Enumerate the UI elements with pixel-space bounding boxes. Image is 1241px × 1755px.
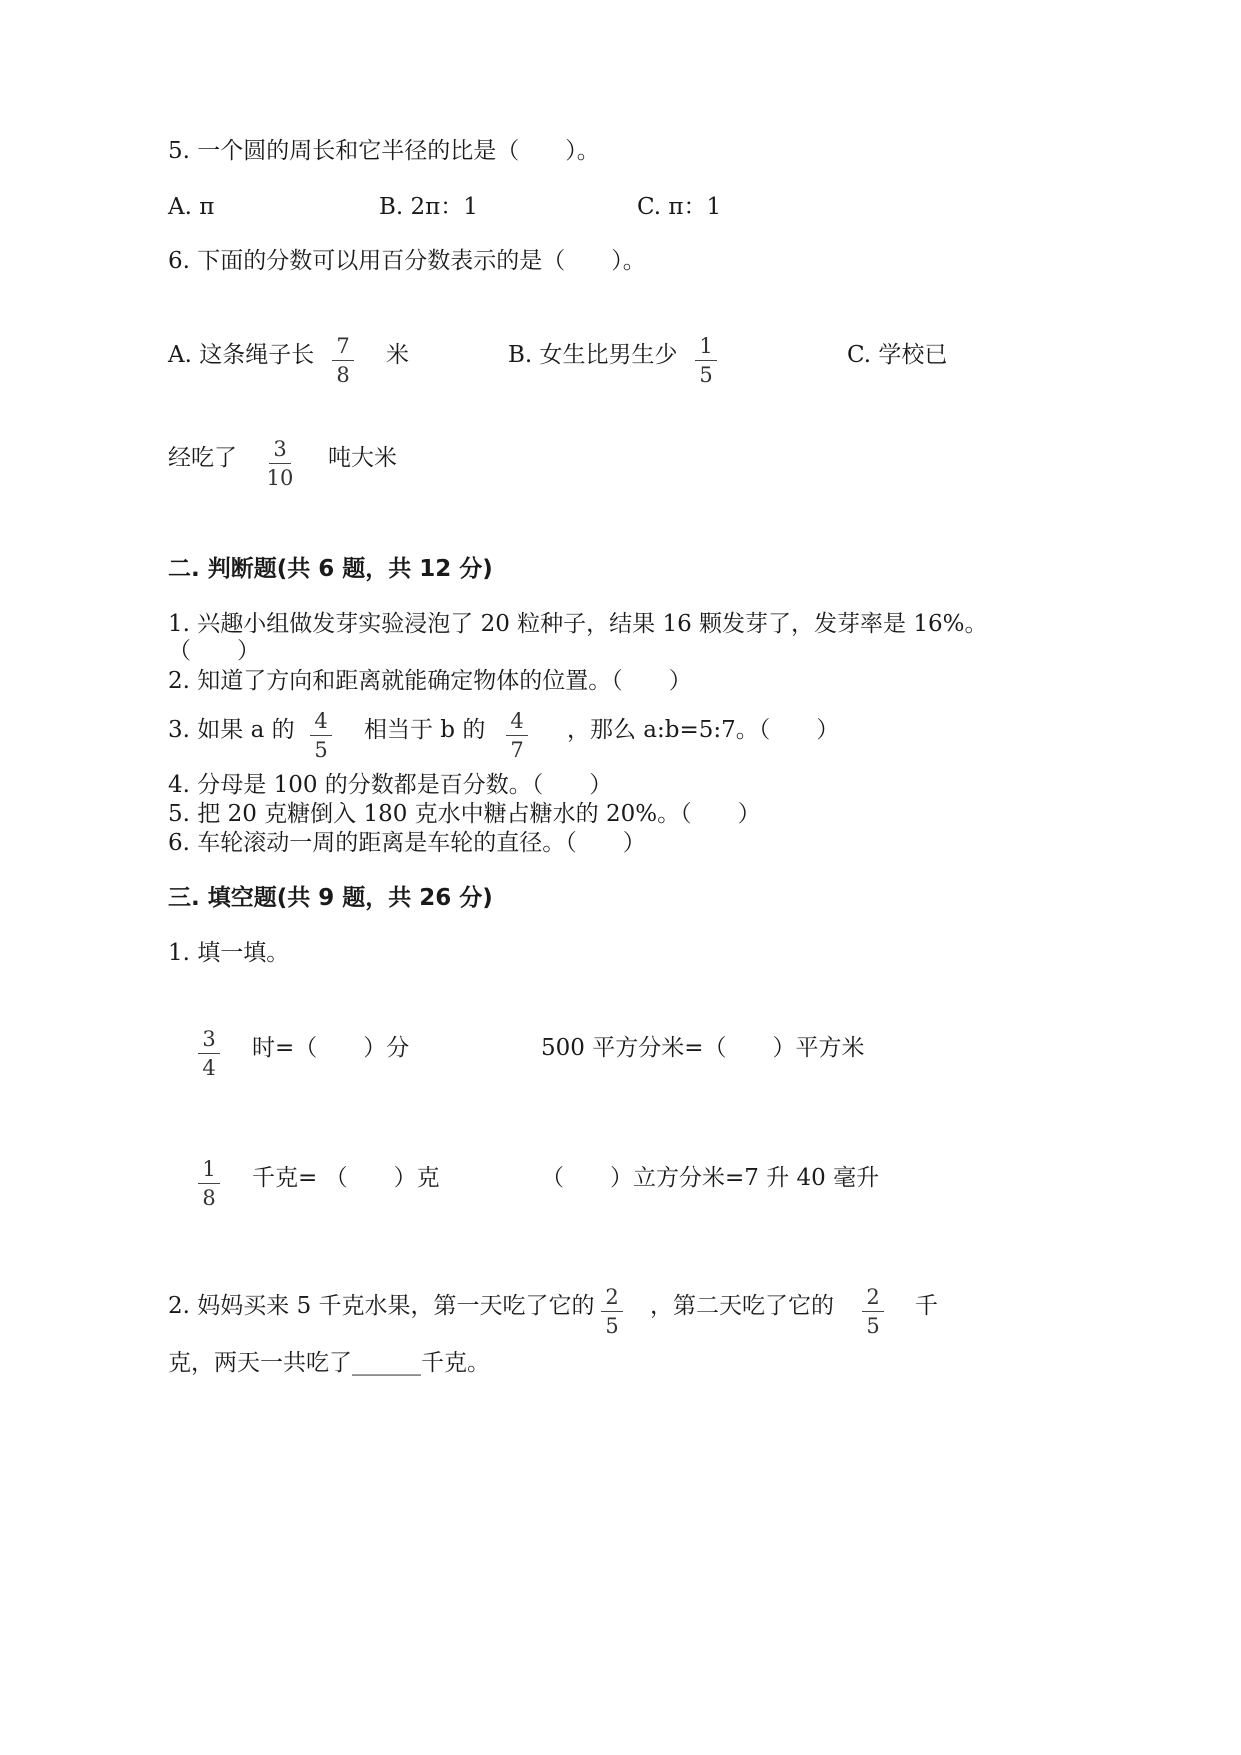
fraction-denominator: 5 [314, 738, 328, 762]
judge-q1-text: 1. 兴趣小组做发芽实验浸泡了 20 粒种子，结果 16 颗发芽了，发芽率是 16%。 [168, 611, 988, 637]
fraction-numerator: 2 [605, 1285, 619, 1309]
fill-q2-text-start: 2. 妈妈买来 5 千克水果，第一天吃了它的 [168, 1293, 595, 1319]
fraction-bar [310, 735, 332, 736]
choice-q6-option-c-label[interactable]: C. 学校已 [847, 342, 948, 368]
choice-q6-option-a-unit: 米 [386, 342, 409, 368]
fraction-one-fifth [689, 336, 723, 386]
fraction-two-fifths-second [856, 1287, 890, 1337]
choice-q5-option-b[interactable]: B. 2π：1 [379, 194, 478, 220]
fraction-three-quarters [192, 1029, 226, 1079]
fraction-bar [198, 1183, 220, 1184]
fraction-denominator: 5 [866, 1314, 880, 1338]
fraction-four-sevenths [500, 711, 534, 761]
choice-q6-option-c-unit: 吨大米 [328, 445, 397, 471]
fill-q1-item-hours[interactable]: 时=（ ）分 [252, 1035, 410, 1061]
fraction-numerator: 1 [699, 334, 713, 358]
choice-q6-option-b-label[interactable]: B. 女生比男生少 [508, 342, 678, 368]
fraction-numerator: 2 [866, 1285, 880, 1309]
fraction-four-fifths [304, 711, 338, 761]
judge-q1-answer-blank[interactable]: （ ） [168, 638, 260, 664]
fraction-bar [269, 463, 291, 464]
fraction-seven-eighths [326, 336, 360, 386]
judge-q3-text-middle: 相当于 b 的 [364, 717, 486, 743]
choice-q6-text: 6. 下面的分数可以用百分数表示的是（ ）。 [168, 248, 646, 274]
fraction-denominator: 4 [202, 1056, 216, 1080]
fraction-three-tenths [263, 439, 297, 489]
fraction-bar [601, 1311, 623, 1312]
fraction-one-eighth [192, 1159, 226, 1209]
fraction-bar [198, 1053, 220, 1054]
fraction-denominator: 7 [510, 738, 524, 762]
fill-q1-item-volume[interactable]: （ ）立方分米=7 升 40 毫升 [541, 1165, 880, 1191]
fraction-bar [862, 1311, 884, 1312]
fill-q1-item-area[interactable]: 500 平方分米=（ ）平方米 [541, 1035, 865, 1061]
choice-q5-option-a[interactable]: A. π [168, 194, 215, 220]
fraction-denominator: 5 [699, 363, 713, 387]
choice-q5-option-c[interactable]: C. π：1 [637, 194, 722, 220]
fraction-two-fifths-first [595, 1287, 629, 1337]
fraction-bar [332, 360, 354, 361]
judge-q2-text: 2. 知道了方向和距离就能确定物体的位置。（ ） [168, 668, 692, 694]
fill-q2-text-end: 千 [915, 1293, 938, 1319]
choice-q6-option-c-continued: 经吃了 [168, 445, 237, 471]
fill-q1-item-mass[interactable]: 千克= （ ）克 [252, 1165, 440, 1191]
fill-q2-text-middle: ，第二天吃了它的 [650, 1293, 834, 1319]
fraction-numerator: 1 [202, 1157, 216, 1181]
fraction-bar [506, 735, 528, 736]
judge-q3-text-start: 3. 如果 a 的 [168, 717, 295, 743]
choice-q6-option-a-label[interactable]: A. 这条绳子长 [168, 342, 315, 368]
judge-q5-text: 5. 把 20 克糖倒入 180 克水中糖占糖水的 20%。（ ） [168, 801, 761, 827]
section-heading-fill-blank: 三. 填空题(共 9 题，共 26 分) [168, 885, 493, 911]
fill-q2-text-line2[interactable]: 克，两天一共吃了______千克。 [168, 1350, 490, 1376]
fraction-denominator: 10 [266, 466, 294, 490]
section-heading-judgment: 二. 判断题(共 6 题，共 12 分) [168, 556, 493, 582]
fraction-numerator: 4 [314, 709, 328, 733]
judge-q3-text-end: ，那么 a:b=5:7。（ ） [567, 717, 840, 743]
fraction-denominator: 5 [605, 1314, 619, 1338]
judge-q6-text: 6. 车轮滚动一周的距离是车轮的直径。（ ） [168, 830, 646, 856]
fraction-numerator: 3 [202, 1027, 216, 1051]
fraction-denominator: 8 [336, 363, 350, 387]
fraction-bar [695, 360, 717, 361]
judge-q4-text: 4. 分母是 100 的分数都是百分数。（ ） [168, 772, 613, 798]
choice-q5-text: 5. 一个圆的周长和它半径的比是（ ）。 [168, 138, 600, 164]
fraction-numerator: 7 [336, 334, 350, 358]
fraction-denominator: 8 [202, 1186, 216, 1210]
fraction-numerator: 4 [510, 709, 524, 733]
fraction-numerator: 3 [273, 437, 287, 461]
fill-q1-text: 1. 填一填。 [168, 940, 290, 966]
